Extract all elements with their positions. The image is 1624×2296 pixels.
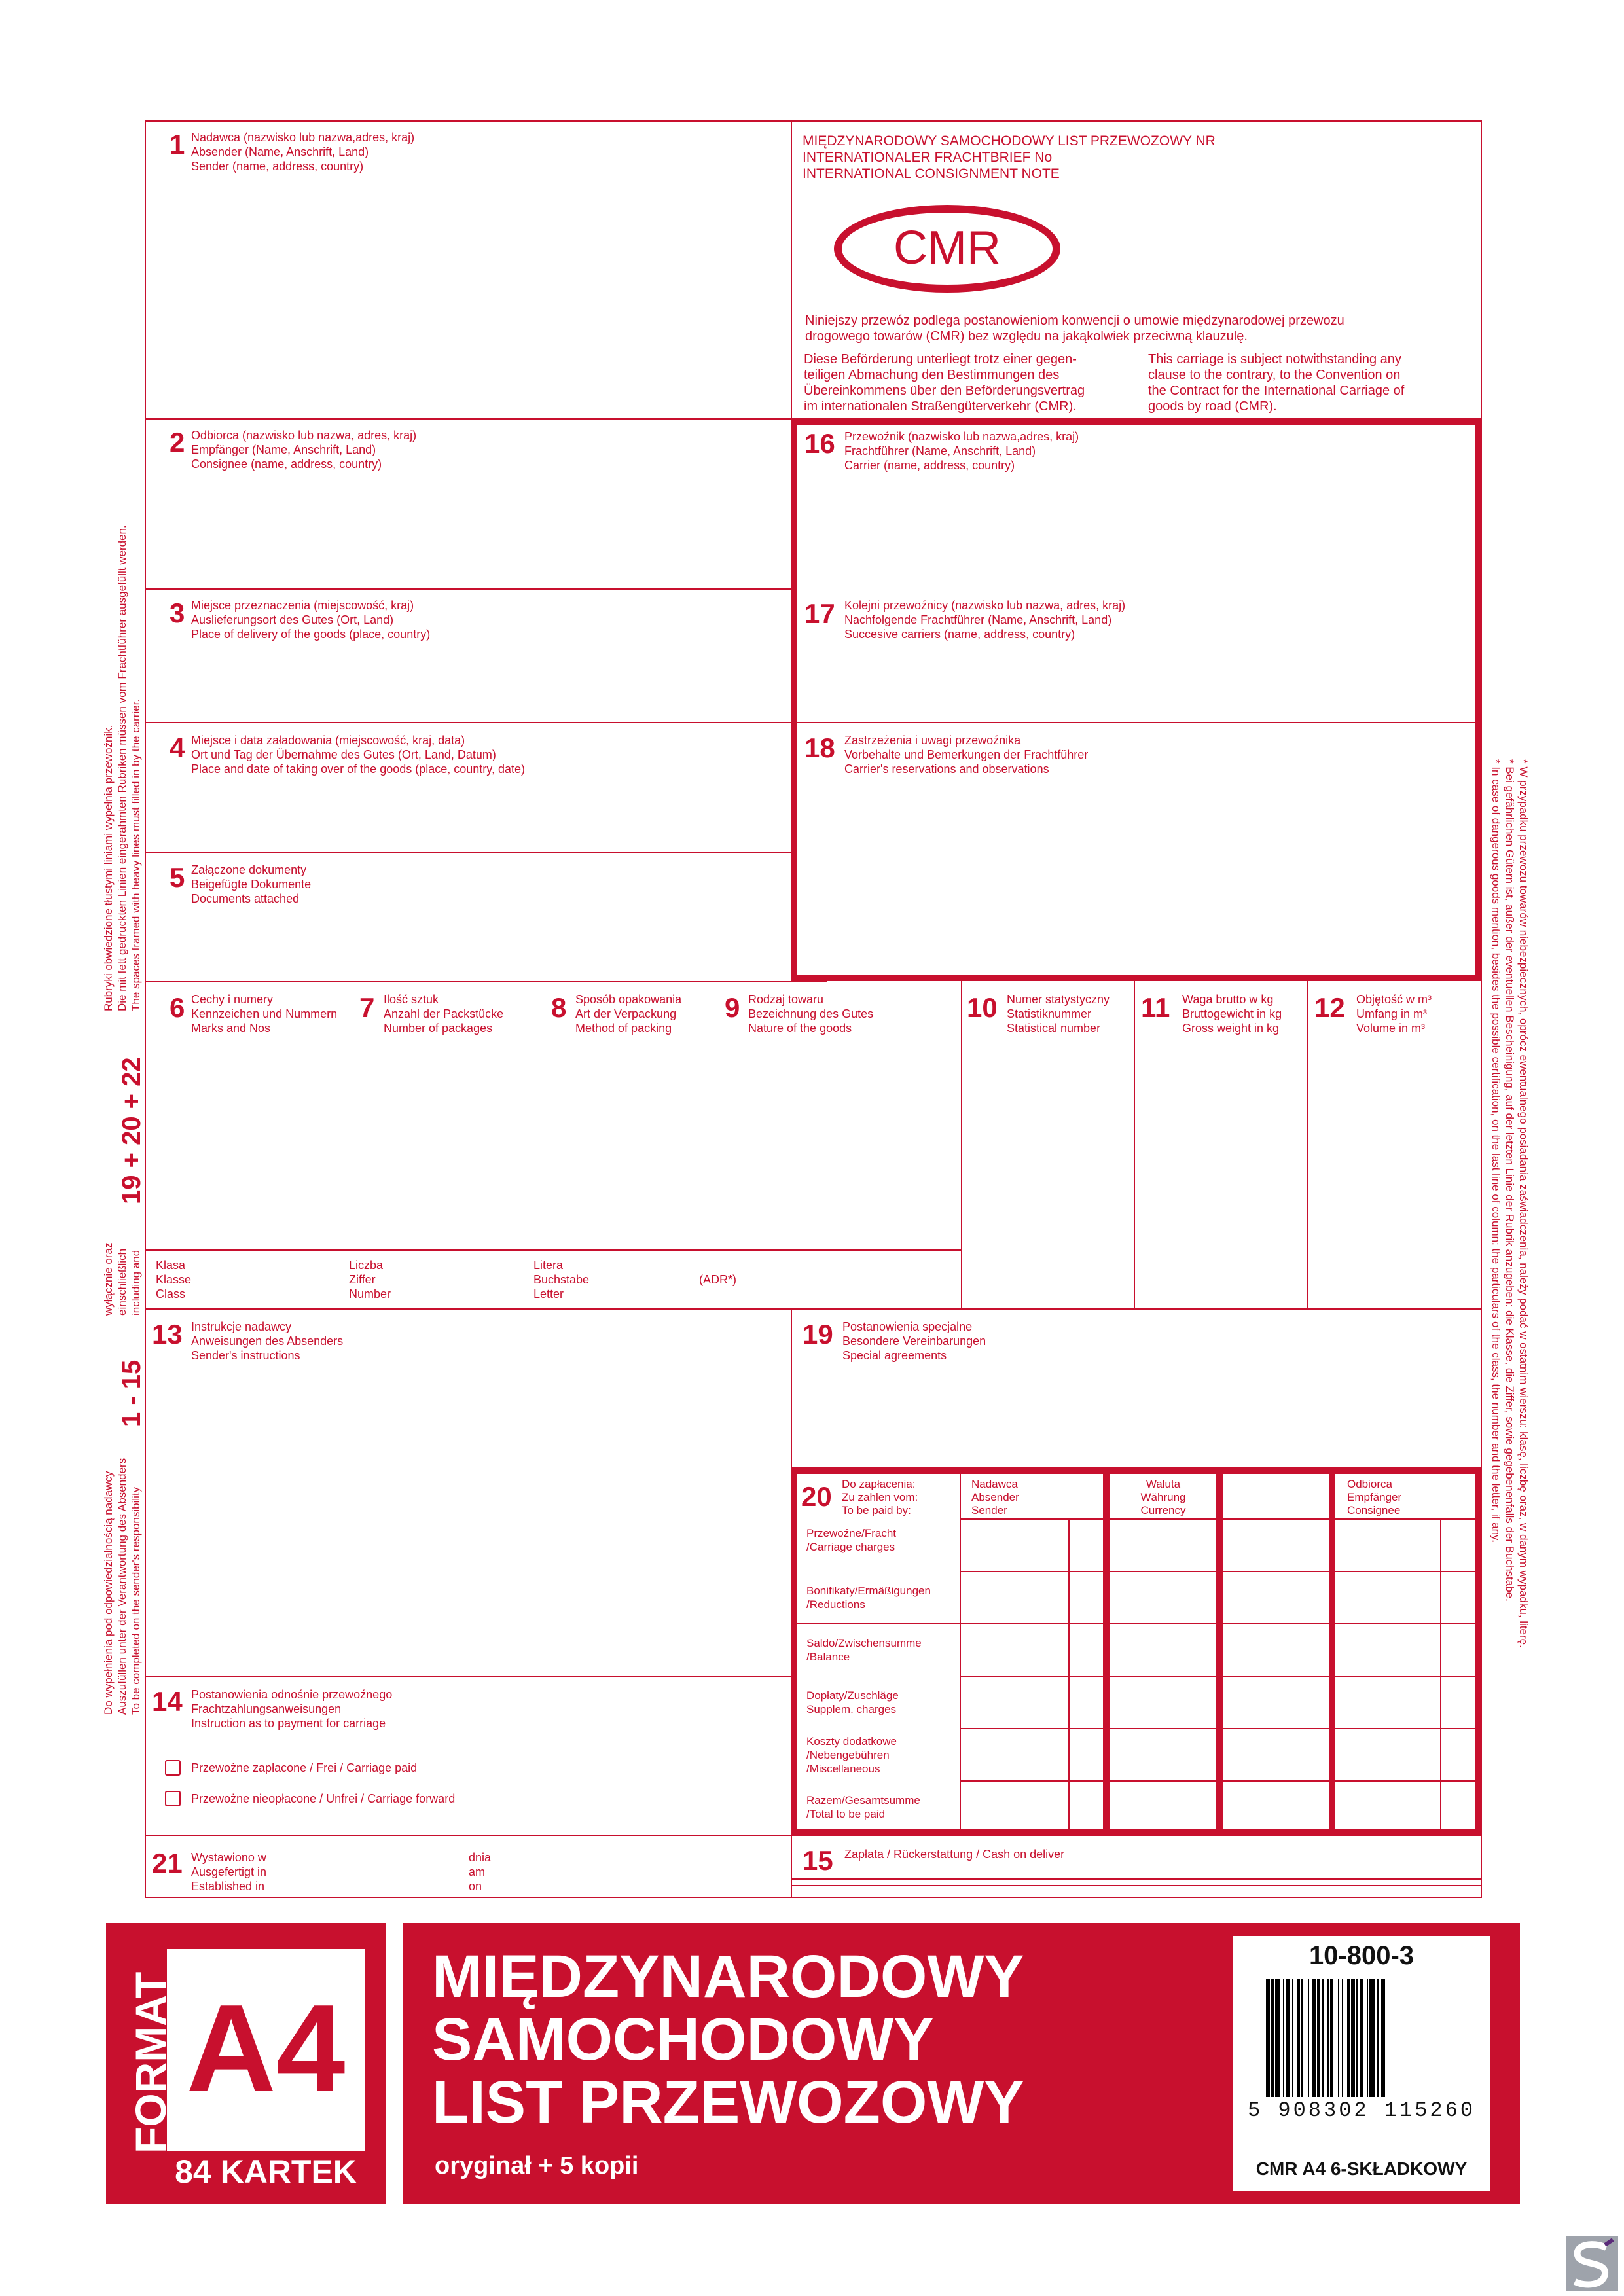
label: /Balance (806, 1651, 850, 1663)
field-21-established[interactable] (191, 1850, 266, 1893)
field-10-number: 10 (967, 992, 998, 1023)
label: Załączone dokumenty (191, 863, 307, 876)
field-20-number: 20 (801, 1481, 832, 1512)
label: Frachtzahlungsanweisungen (191, 1702, 342, 1715)
label: Established in (191, 1880, 265, 1893)
label: Class (156, 1287, 186, 1300)
barcode-bar (1266, 1979, 1270, 2097)
field-9-goods[interactable] (748, 992, 873, 1035)
barcode-bar (1292, 1979, 1293, 2097)
label: Miejsce i data załadowania (miejscowość, kraj, data) (191, 734, 465, 747)
label: Dopłaty/Zuschläge (806, 1689, 899, 1702)
field-6-number: 6 (170, 992, 185, 1023)
field-10-statistical[interactable] (1007, 992, 1110, 1035)
product-name: CMR A4 6-SKŁADKOWY (1255, 2159, 1468, 2179)
label: Postanowienia specjalne (842, 1320, 973, 1333)
title-line: LIST PRZEWOZOWY (432, 2069, 1024, 2136)
payment-row-balance (806, 1636, 922, 1664)
barcode-icon (1266, 1979, 1462, 2097)
rule (1103, 1474, 1110, 1829)
field-15-cash-on-delivery[interactable]: Zapłata / Rückerstattung / Cash on deliver (844, 1848, 1065, 1861)
field-21-number: 21 (152, 1848, 183, 1878)
label: Miejsce przeznaczenia (miejscowość, kraj) (191, 599, 414, 612)
notice-line: drogowego towarów (CMR) bez względu na jakąkolwiek przeciwną klauzulę. (805, 329, 1248, 344)
payment-col-consignee (1347, 1478, 1401, 1517)
rule (145, 852, 792, 853)
label: Währung (1140, 1491, 1186, 1503)
label: Frachtführer (Name, Anschrift, Land) (844, 444, 1036, 457)
field-8-packing[interactable] (575, 992, 681, 1035)
field-9-number: 9 (725, 992, 740, 1023)
rule (960, 1518, 1475, 1520)
carriage-paid-checkbox[interactable] (165, 1760, 181, 1776)
label: Consignee (name, address, country) (191, 457, 382, 471)
label: Sender's instructions (191, 1349, 300, 1362)
label: Waluta (1146, 1478, 1181, 1490)
label: Waga brutto w kg (1182, 993, 1274, 1006)
label: Ausgefertigt in (191, 1865, 267, 1878)
notice-line: goods by road (CMR). (1148, 399, 1277, 414)
label: /Carriage charges (806, 1541, 895, 1553)
payment-col-currency (1110, 1478, 1216, 1517)
rule (960, 1676, 1475, 1677)
payment-row-reductions (806, 1584, 931, 1611)
label: Razem/Gesamtsumme (806, 1794, 920, 1806)
barcode-bar (1369, 1979, 1375, 2097)
label: Buchstabe (533, 1273, 590, 1286)
notice-line: Übereinkommens über den Beförderungsvertrag (804, 384, 1085, 398)
barcode-bar (1301, 1979, 1303, 2097)
number-label (349, 1258, 391, 1301)
label: dnia (469, 1851, 492, 1864)
consignment-title (803, 133, 1216, 182)
label: Statistiknummer (1007, 1007, 1092, 1020)
side-note-sender (101, 1458, 143, 1715)
barcode-bar (1312, 1979, 1316, 2097)
label: Rubryki obwiedzione tłustymi liniami wypełnia przewoźnik. (102, 725, 115, 1011)
barcode-bar (1283, 1979, 1284, 2097)
label: Umfang in m³ (1356, 1007, 1428, 1020)
label: am (469, 1865, 486, 1878)
barcode-bar (1351, 1979, 1355, 2097)
cmr-logo-text: CMR (893, 222, 1001, 274)
label: Ilość sztuk (384, 993, 439, 1006)
rule (1134, 981, 1135, 1308)
rule (960, 1780, 1475, 1782)
label: Volume in m³ (1356, 1022, 1426, 1035)
side-fields-sender: 1 - 15 (117, 1359, 146, 1427)
label: Bruttogewicht in kg (1182, 1007, 1282, 1020)
label: on (469, 1880, 482, 1893)
s-logo-icon (1566, 2236, 1618, 2291)
banner-subtitle: oryginał + 5 kopii (435, 2152, 639, 2179)
rule (145, 1308, 1482, 1310)
barcode-bar (1317, 1979, 1320, 2097)
field-8-number: 8 (551, 992, 567, 1023)
label: Numer statystyczny (1007, 993, 1110, 1006)
label: Nachfolgende Frachtführer (Name, Anschrift, Land) (844, 613, 1112, 626)
field-14-number: 14 (152, 1686, 183, 1717)
label: * W przypadku przewozu towarów niebezpiecznych, oprócz ewentualnego posiadania zaświadczenia, należy podać w ostatnim wierszu: klasę, liczbę oraz, w danym wypadku, literę. (1517, 759, 1530, 1648)
adr-label: (ADR*) (699, 1273, 736, 1286)
barcode-bar (1327, 1979, 1329, 2097)
label: Number (349, 1287, 391, 1300)
label: Anweisungen des Absenders (191, 1335, 344, 1348)
label: Klasse (156, 1273, 192, 1286)
label: Kolejni przewoźnicy (nazwisko lub nazwa, adres, kraj) (844, 599, 1126, 612)
label: Liczba (349, 1259, 384, 1272)
label: Bezeichnung des Gutes (748, 1007, 874, 1020)
payment-row-total (806, 1793, 920, 1821)
label: including and (130, 1249, 142, 1316)
field-20-to-be-paid (842, 1478, 918, 1517)
notice-pl (805, 313, 1466, 344)
label: Carrier (name, address, country) (844, 459, 1015, 472)
label: Succesive carriers (name, address, country) (844, 628, 1075, 641)
rule (797, 1623, 1475, 1624)
label: Letter (533, 1287, 564, 1300)
label: Empfänger (1347, 1491, 1402, 1503)
barcode-bar (1322, 1979, 1324, 2097)
barcode-bar (1297, 1979, 1300, 2097)
letter-label (533, 1258, 589, 1301)
label: * Bei gefährlichen Gütern ist, außer der eventuellen Bescheinigung, auf der letzten Linie der Rubrik anzugeben: die Klasse, die Ziffer, sowie gegebenenfalls der Buchstabe. (1504, 759, 1516, 1602)
label: /Miscellaneous (806, 1763, 880, 1775)
label: The spaces framed with heavy lines must filled in by the carrier. (130, 698, 142, 1011)
label: Przewoźnik (nazwisko lub nazwa,adres, kraj) (844, 430, 1079, 443)
label: wyłącznie oraz (102, 1242, 115, 1316)
label: * In case of dangerous goods mention, besides the possible certification, on the last line of column: the particulars of the class, the number and the letter, if any. (1490, 759, 1502, 1543)
label: Method of packing (575, 1022, 672, 1035)
carriage-paid-label: Przewożne zapłacone / Frei / Carriage paid (191, 1761, 418, 1774)
label: Litera (533, 1259, 564, 1272)
barcode-bar (1342, 1979, 1343, 2097)
label: /Total to be paid (806, 1808, 886, 1820)
field-17-successive-carriers[interactable] (844, 598, 1125, 641)
label: Nadawca (nazwisko lub nazwa,adres, kraj) (191, 131, 415, 144)
label: Koszty dodatkowe (806, 1735, 897, 1748)
barcode-bar (1286, 1979, 1290, 2097)
field-3-number: 3 (170, 598, 185, 628)
label: Beigefügte Dokumente (191, 878, 312, 891)
barcode-bar (1330, 1979, 1333, 2097)
field-11-number: 11 (1141, 992, 1170, 1023)
side-fields-carrier: 19 + 20 + 22 (117, 1057, 146, 1204)
rule (145, 588, 792, 590)
field-18-reservations[interactable] (844, 733, 1088, 776)
label: Currency (1140, 1504, 1186, 1516)
label: Place and date of taking over of the goods (place, country, date) (191, 762, 525, 776)
field-16-number: 16 (804, 428, 835, 459)
field-3-place-of-delivery[interactable] (191, 598, 430, 641)
field-5-number: 5 (170, 862, 185, 893)
field-11-weight[interactable] (1182, 992, 1282, 1035)
field-16-carrier[interactable] (844, 429, 1079, 473)
field-4-place-of-loading[interactable] (191, 733, 525, 776)
label: Instruction as to payment for carriage (191, 1717, 386, 1730)
barcode-number: 5 908302 115260 (1247, 2098, 1476, 2123)
side-note-including (101, 1243, 143, 1316)
label: Kennzeichen und Nummern (191, 1007, 338, 1020)
payment-row-carriage (806, 1526, 896, 1554)
barcode-bar (1271, 1979, 1274, 2097)
label: Rodzaj towaru (748, 993, 824, 1006)
notice-line: teiligen Abmachung den Bestimmungen des (804, 368, 1060, 382)
label: Statistical number (1007, 1022, 1101, 1035)
field-19-special-agreements[interactable] (842, 1319, 986, 1363)
label: Besondere Vereinbarungen (842, 1335, 986, 1348)
barcode-bar (1347, 1979, 1350, 2097)
rule (1068, 1518, 1070, 1829)
barcode-bar (1308, 1979, 1309, 2097)
field-12-volume[interactable] (1356, 992, 1432, 1035)
label: Przewoźne/Fracht (806, 1527, 896, 1539)
label: Auslieferungsort des Gutes (Ort, Land) (191, 613, 394, 626)
field-5-documents[interactable] (191, 863, 311, 906)
field-7-packages[interactable] (384, 992, 503, 1035)
barcode-bar (1360, 1979, 1363, 2097)
banner-title (432, 1945, 1024, 2134)
payment-row-supplements (806, 1689, 899, 1716)
notice-en (1148, 351, 1475, 414)
label: /Reductions (806, 1598, 865, 1611)
label: Documents attached (191, 892, 300, 905)
field-1-sender[interactable] (191, 130, 414, 173)
field-17-number: 17 (804, 598, 835, 629)
label: Saldo/Zwischensumme (806, 1637, 922, 1649)
label: Empfänger (Name, Anschrift, Land) (191, 443, 376, 456)
label: Zu zahlen vom: (842, 1491, 918, 1503)
class-label (156, 1258, 191, 1301)
rule (792, 1878, 1482, 1880)
rule (960, 1728, 1475, 1729)
rule (961, 981, 962, 1308)
barcode-bar (1275, 1979, 1280, 2097)
field-2-number: 2 (170, 427, 185, 457)
payment-col-sender (971, 1478, 1019, 1517)
label: To be completed on the sender's responsibility (130, 1486, 142, 1715)
field-12-number: 12 (1314, 992, 1345, 1023)
label: Gross weight in kg (1182, 1022, 1280, 1035)
label: Objętość w m³ (1356, 993, 1432, 1006)
title-en: INTERNATIONAL CONSIGNMENT NOTE (803, 166, 1060, 181)
rule (1307, 981, 1308, 1308)
label: Art der Verpackung (575, 1007, 677, 1020)
barcode-bar (1338, 1979, 1339, 2097)
sheets-label: 84 KARTEK (175, 2153, 357, 2190)
side-note-carrier (101, 525, 143, 1011)
label: Sposób opakowania (575, 993, 682, 1006)
side-note-dangerous-goods (1489, 759, 1530, 1648)
rule (1329, 1474, 1335, 1829)
label: Zastrzeżenia i uwagi przewoźnika (844, 734, 1021, 747)
label: Absender (Name, Anschrift, Land) (191, 145, 369, 158)
label: Anzahl der Packstücke (384, 1007, 504, 1020)
label: Sender (name, address, country) (191, 160, 364, 173)
notice-de (804, 351, 1144, 414)
notice-line: im internationalen Straßengüterverkehr (CMR). (804, 399, 1077, 414)
label: To be paid by: (842, 1504, 911, 1516)
label: Instrukcje nadawcy (191, 1320, 292, 1333)
notice-line: Niniejszy przewóz podlega postanowieniom konwencji o umowie międzynarodowej przewozu (805, 314, 1344, 328)
barcode-bar (1356, 1979, 1358, 2097)
title-pl: MIĘDZYNARODOWY SAMOCHODOWY LIST PRZEWOZOWY NR (803, 134, 1216, 149)
label: Auszufüllen unter der Verantwortung des Absenders (116, 1458, 128, 1715)
barcode-bar (1381, 1979, 1385, 2097)
notice-line: This carriage is subject notwithstanding any (1148, 352, 1401, 367)
rule (792, 1885, 1482, 1886)
label: Klasa (156, 1259, 186, 1272)
label: Vorbehalte und Bemerkungen der Frachtführer (844, 748, 1089, 761)
label: Consignee (1347, 1504, 1401, 1516)
notice-line: Diese Beförderung unterliegt trotz einer gegen- (804, 352, 1077, 367)
label: Supplem. charges (806, 1703, 897, 1715)
label: Carrier's reservations and observations (844, 762, 1049, 776)
notice-line: clause to the contrary, to the Convention on (1148, 368, 1401, 382)
label: Bonifikaty/Ermäßigungen (806, 1585, 931, 1597)
label: Die mit fett gedruckten Linien eingerahmten Rubriken müssen vom Frachtführer ausgefüllt werden. (116, 525, 128, 1011)
field-18-number: 18 (804, 732, 835, 763)
field-6-marks[interactable] (191, 992, 337, 1035)
rule (145, 418, 792, 420)
label: Postanowienia odnośnie przewoźnego (191, 1688, 393, 1701)
label: Marks and Nos (191, 1022, 271, 1035)
field-19-number: 19 (803, 1319, 833, 1350)
publisher-logo (1566, 2236, 1618, 2291)
label: /Nebengebühren (806, 1749, 890, 1761)
barcode-bar (1367, 1979, 1368, 2097)
label: Odbiorca (nazwisko lub nazwa, adres, kraj) (191, 429, 417, 442)
carriage-forward-checkbox[interactable] (165, 1791, 181, 1806)
format-label: FORMAT (126, 1971, 175, 2153)
label: Nature of the goods (748, 1022, 852, 1035)
label: Wystawiono w (191, 1851, 266, 1864)
label: Cechy i numery (191, 993, 274, 1006)
rule (145, 981, 827, 982)
field-15-number: 15 (803, 1845, 833, 1876)
label: Do wypełnienia pod odpowiedzialnością nadawcy (102, 1471, 115, 1715)
rule (145, 1249, 962, 1251)
carriage-forward-label: Przewożne nieopłacone / Unfrei / Carriage forward (191, 1792, 456, 1805)
label: Do zapłacenia: (842, 1478, 916, 1490)
rule (791, 1835, 792, 1898)
title-line: SAMOCHODOWY (432, 2006, 934, 2073)
label: Odbiorca (1347, 1478, 1392, 1490)
field-13-number: 13 (152, 1319, 183, 1350)
title-de: INTERNATIONALER FRACHTBRIEF No (803, 150, 1053, 165)
field-2-consignee[interactable] (191, 428, 416, 471)
label: Ziffer (349, 1273, 376, 1286)
field-1-number: 1 (170, 129, 185, 160)
rule (960, 1474, 961, 1829)
product-code: 10-800-3 (1308, 1941, 1415, 1970)
label: Ort und Tag der Übernahme des Gutes (Ort, Land, Datum) (191, 748, 496, 761)
title-line: MIĘDZYNARODOWY (432, 1943, 1024, 2010)
rule (960, 1571, 1475, 1572)
field-21-date[interactable] (469, 1850, 491, 1893)
rule (797, 722, 1475, 723)
rule (1440, 1518, 1441, 1829)
label: Nadawca (971, 1478, 1018, 1490)
field-7-number: 7 (359, 992, 375, 1023)
field-14-payment-instructions[interactable] (191, 1687, 392, 1731)
label: einschließlich (116, 1248, 128, 1316)
notice-line: the Contract for the International Carriage of (1148, 384, 1405, 398)
a4-label: A4 (186, 1979, 346, 2118)
label: Number of packages (384, 1022, 493, 1035)
rule (145, 722, 792, 723)
field-13-instructions[interactable] (191, 1319, 343, 1363)
cmr-logo (834, 205, 1060, 293)
barcode-bar (1377, 1979, 1379, 2097)
field-4-number: 4 (170, 732, 185, 763)
label: Place of delivery of the goods (place, country) (191, 628, 431, 641)
rule (1216, 1474, 1223, 1829)
carrier-frame (791, 418, 1482, 981)
label: Absender (971, 1491, 1019, 1503)
label: Special agreements (842, 1349, 947, 1362)
payment-row-miscellaneous (806, 1734, 897, 1776)
rule (145, 1676, 792, 1677)
label: Sender (971, 1504, 1007, 1516)
